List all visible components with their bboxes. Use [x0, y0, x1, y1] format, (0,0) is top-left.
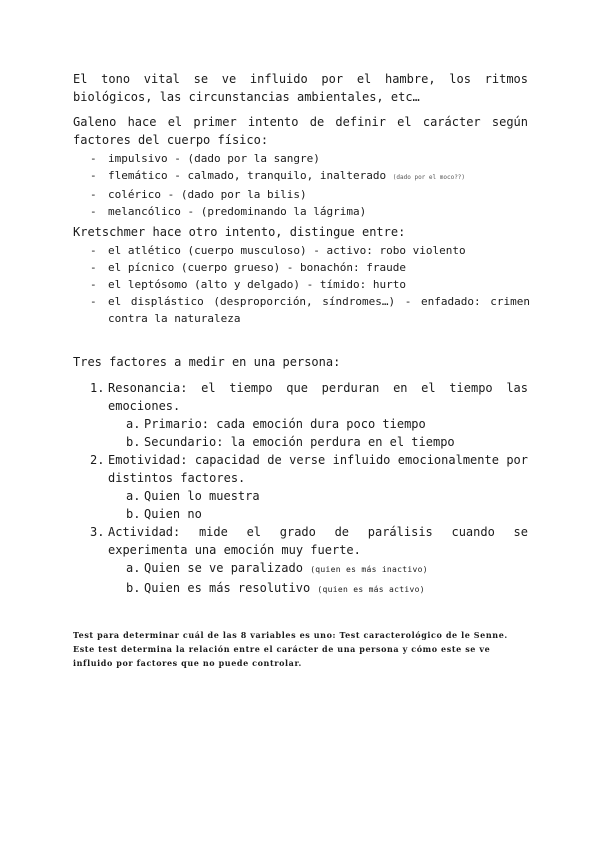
- list-item: 3. Actividad: mide el grado de parálisis cuando se experimenta una emoción muy fuerte. a. Quien se ve paralizado (quien es más inactivo) b. Quien es más resolutivo (quien es más activo): [90, 523, 528, 599]
- sub-list: [108, 559, 528, 599]
- list-item: - flemático - calmado, tranquilo, inalterado (dado por el moco??): [90, 167, 530, 186]
- paragraph-tono-vital: El tono vital se ve influido por el hambre, los ritmos biológicos, las circunstancias ambientales, etc…: [73, 72, 528, 104]
- footer-line-test: Test para determinar cuál de las 8 variables es uno: Test caracterológico de le Senne.: [73, 630, 508, 640]
- paragraph-factores: Tres factores a medir en una persona:: [73, 355, 341, 369]
- note: (quien es más activo): [317, 585, 425, 594]
- footer-line-description: Este test determina la relación entre el carácter de una persona y cómo este se ve influido por factores que no puede controlar.: [73, 644, 491, 668]
- sub-list: [108, 487, 528, 523]
- note: (dado por el moco??): [392, 174, 466, 181]
- sub-item: b. Quien no: [126, 507, 202, 521]
- paragraph-galeno: Galeno hace el primer intento de definir el carácter según factores del cuerpo físico:: [73, 115, 528, 147]
- sub-item: b. Quien es más resolutivo (quien es más activo): [126, 581, 425, 595]
- note: (quien es más inactivo): [310, 565, 428, 574]
- list-item: - impulsivo - (dado por la sangre): [90, 150, 530, 167]
- galeno-list: [90, 150, 530, 220]
- list-item: 2. Emotividad: capacidad de verse influido emocionalmente por distintos factores. a. Quien lo muestra b. Quien no: [90, 453, 528, 521]
- list-item: - el atlético (cuerpo musculoso) - activo: robo violento: [90, 242, 530, 259]
- list-item: - melancólico - (predominando la lágrima): [90, 203, 530, 220]
- sub-item: a. Quien se ve paralizado (quien es más inactivo): [126, 561, 428, 575]
- list-item: - el leptósomo (alto y delgado) - tímido: hurto: [90, 276, 530, 293]
- sub-list: [108, 415, 528, 451]
- paragraph-kretschmer: Kretschmer hace otro intento, distingue entre:: [73, 225, 406, 239]
- kretschmer-list: [90, 242, 530, 327]
- sub-item: a. Quien lo muestra: [126, 489, 260, 503]
- footer-notes: [73, 628, 528, 670]
- factores-list: [90, 379, 528, 599]
- list-item: - el displástico (desproporción, síndromes…) - enfadado: crimen contra la naturaleza: [90, 293, 530, 327]
- sub-item: b. Secundario: la emoción perdura en el tiempo: [126, 435, 455, 449]
- list-item: - colérico - (dado por la bilis): [90, 186, 530, 203]
- list-item: - el pícnico (cuerpo grueso) - bonachón: fraude: [90, 259, 530, 276]
- sub-item: a. Primario: cada emoción dura poco tiempo: [126, 417, 426, 431]
- list-item: 1. Resonancia: el tiempo que perduran en el tiempo las emociones. a. Primario: cada emoción dura poco tiempo b. Secundario: la emoción perdura en el tiempo: [90, 381, 528, 449]
